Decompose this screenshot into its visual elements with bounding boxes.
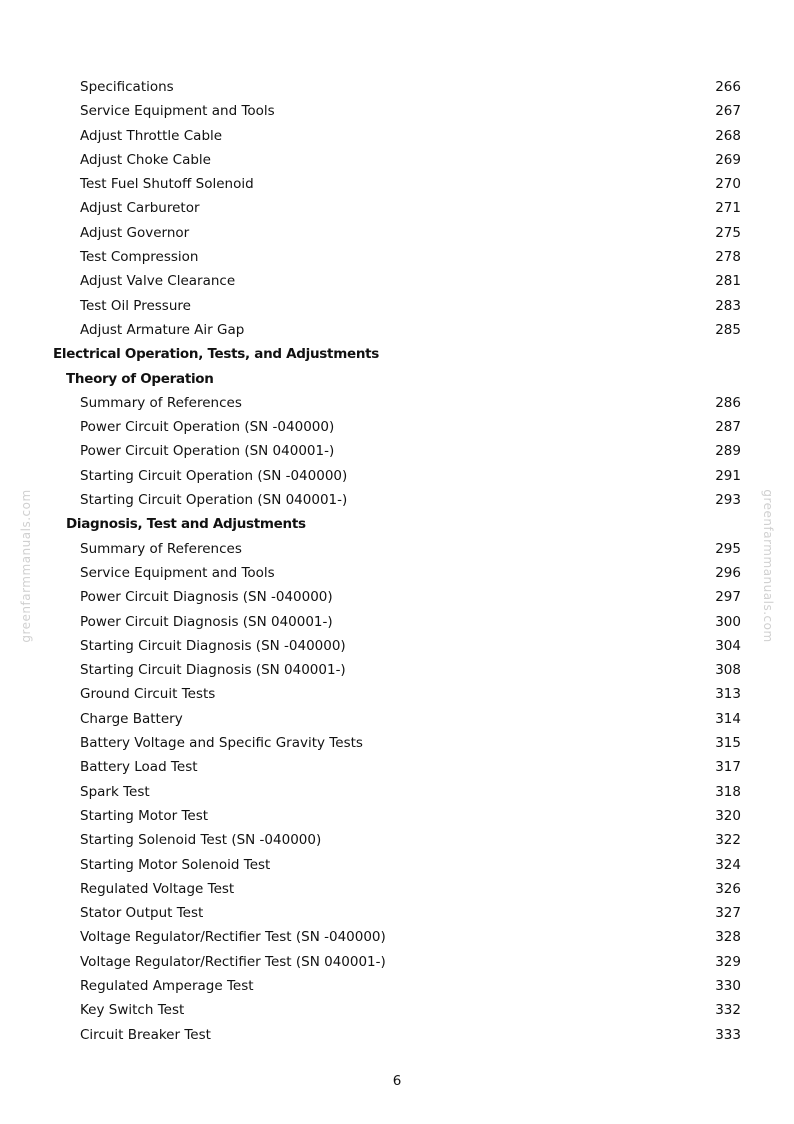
toc-entry-label: Summary of References <box>80 394 242 411</box>
toc-section-heading <box>0 342 794 366</box>
toc-entry-page-number: 289 <box>715 443 741 460</box>
toc-entry-label: Test Compression <box>80 249 199 266</box>
toc-section-heading <box>0 367 794 391</box>
toc-entry-label: Service Equipment and Tools <box>80 564 275 581</box>
toc-entry-page-number: 318 <box>715 783 741 800</box>
toc-entry-page-number: 320 <box>715 807 741 824</box>
toc-entry-page-number: 293 <box>715 492 741 509</box>
toc-entry-page-number: 327 <box>715 905 741 922</box>
toc-entry-page-number: 291 <box>715 467 741 484</box>
toc-entry[interactable] <box>0 294 794 318</box>
toc-entry[interactable] <box>0 1023 794 1047</box>
toc-entry-label: Starting Circuit Operation (SN 040001-) <box>80 492 348 509</box>
toc-entry[interactable] <box>0 148 794 172</box>
toc-entry-label: Adjust Governor <box>80 224 190 241</box>
toc-entry-label: Regulated Voltage Test <box>80 880 235 897</box>
toc-entry-label: Adjust Throttle Cable <box>80 127 223 144</box>
toc-entry-page-number: 268 <box>715 127 741 144</box>
toc-entry-label: Voltage Regulator/Rectifier Test (SN -040000) <box>80 929 386 946</box>
toc-entry-label: Voltage Regulator/Rectifier Test (SN 040001-) <box>80 953 386 970</box>
toc-entry-page-number: 304 <box>715 637 741 654</box>
toc-entry-label: Key Switch Test <box>80 1002 185 1019</box>
toc-entry-page-number: 317 <box>715 759 741 776</box>
toc-entry[interactable] <box>0 780 794 804</box>
toc-entry-page-number: 296 <box>715 564 741 581</box>
toc-entry[interactable] <box>0 950 794 974</box>
toc-entry[interactable] <box>0 537 794 561</box>
toc-entry-page-number: 269 <box>715 151 741 168</box>
toc-entry[interactable] <box>0 221 794 245</box>
toc-entry-label: Adjust Choke Cable <box>80 151 211 168</box>
toc-entry-page-number: 286 <box>715 394 741 411</box>
toc-entry-page-number: 283 <box>715 297 741 314</box>
toc-entry[interactable] <box>0 610 794 634</box>
toc-entry-label: Power Circuit Operation (SN -040000) <box>80 419 335 436</box>
toc-entry-page-number: 281 <box>715 273 741 290</box>
toc-entry[interactable] <box>0 124 794 148</box>
toc-entry[interactable] <box>0 828 794 852</box>
toc-entry-page-number: 324 <box>715 856 741 873</box>
toc-entry[interactable] <box>0 853 794 877</box>
toc-entry-label: Diagnosis, Test and Adjustments <box>66 516 306 533</box>
toc-entry-page-number: 300 <box>715 613 741 630</box>
watermark-right: greenfarmmanuals.com <box>761 489 775 643</box>
toc-entry-label: Charge Battery <box>80 710 183 727</box>
toc-entry[interactable] <box>0 755 794 779</box>
toc-entry[interactable] <box>0 488 794 512</box>
toc-entry-label: Starting Circuit Diagnosis (SN -040000) <box>80 637 346 654</box>
toc-entry[interactable] <box>0 318 794 342</box>
toc-entry-page-number: 266 <box>715 79 741 95</box>
toc-entry-label: Spark Test <box>80 783 150 800</box>
toc-entry[interactable] <box>0 925 794 949</box>
page-number: 6 <box>392 1073 402 1089</box>
toc-entry-page-number: 314 <box>715 710 741 727</box>
toc-entry[interactable] <box>0 245 794 269</box>
toc-entry[interactable] <box>0 974 794 998</box>
toc-entry-page-number: 267 <box>715 103 741 120</box>
toc-entry-page-number: 278 <box>715 249 741 266</box>
toc-entry-page-number: 297 <box>715 589 741 606</box>
toc-entry[interactable] <box>0 877 794 901</box>
toc-entry-label: Battery Load Test <box>80 759 198 776</box>
toc-entry-page-number: 287 <box>715 419 741 436</box>
toc-entry-page-number: 308 <box>715 662 741 679</box>
toc-entry[interactable] <box>0 804 794 828</box>
toc-entry-label: Adjust Valve Clearance <box>80 273 236 290</box>
toc-entry[interactable] <box>0 998 794 1022</box>
toc-entry-label: Starting Motor Solenoid Test <box>80 856 271 873</box>
toc-entry-label: Battery Voltage and Specific Gravity Tests <box>80 735 363 752</box>
toc-entry[interactable] <box>0 682 794 706</box>
toc-entry-page-number: 332 <box>715 1002 741 1019</box>
toc-entry-label: Power Circuit Diagnosis (SN -040000) <box>80 589 333 606</box>
toc-entry-label: Starting Solenoid Test (SN -040000) <box>80 832 322 849</box>
toc-entry-page-number: 322 <box>715 832 741 849</box>
table-of-contents <box>0 75 794 1047</box>
toc-entry-page-number: 315 <box>715 735 741 752</box>
toc-entry[interactable] <box>0 658 794 682</box>
toc-entry-page-number: 271 <box>715 200 741 217</box>
toc-entry-label: Power Circuit Operation (SN 040001-) <box>80 443 335 460</box>
toc-entry[interactable] <box>0 172 794 196</box>
toc-entry-label: Adjust Armature Air Gap <box>80 321 245 338</box>
toc-entry[interactable] <box>0 415 794 439</box>
toc-entry-label: Starting Circuit Diagnosis (SN 040001-) <box>80 662 346 679</box>
toc-entry-page-number: 295 <box>715 540 741 557</box>
toc-entry-label: Electrical Operation, Tests, and Adjustments <box>53 346 380 363</box>
toc-entry-label: Circuit Breaker Test <box>80 1026 211 1043</box>
toc-entry-label: Specifications <box>80 79 174 95</box>
toc-entry-page-number: 328 <box>715 929 741 946</box>
toc-entry-page-number: 333 <box>715 1026 741 1043</box>
toc-entry-label: Summary of References <box>80 540 242 557</box>
toc-section-heading <box>0 512 794 536</box>
toc-entry-label: Stator Output Test <box>80 905 204 922</box>
toc-entry-page-number: 329 <box>715 953 741 970</box>
toc-entry-page-number: 285 <box>715 321 741 338</box>
toc-entry[interactable] <box>0 634 794 658</box>
toc-entry[interactable] <box>0 439 794 463</box>
toc-entry[interactable] <box>0 901 794 925</box>
toc-entry[interactable] <box>0 269 794 293</box>
toc-entry-label: Regulated Amperage Test <box>80 977 254 994</box>
toc-entry-label: Test Fuel Shutoff Solenoid <box>80 176 254 193</box>
toc-entry-page-number: 275 <box>715 224 741 241</box>
toc-entry-label: Power Circuit Diagnosis (SN 040001-) <box>80 613 333 630</box>
toc-entry[interactable] <box>0 561 794 585</box>
toc-entry-label: Theory of Operation <box>66 370 214 387</box>
toc-entry-label: Adjust Carburetor <box>80 200 200 217</box>
toc-entry-label: Starting Circuit Operation (SN -040000) <box>80 467 348 484</box>
toc-entry-page-number: 313 <box>715 686 741 703</box>
toc-entry-label: Ground Circuit Tests <box>80 686 216 703</box>
watermark-left: greenfarmmanuals.com <box>19 489 33 643</box>
toc-entry-label: Test Oil Pressure <box>80 297 191 314</box>
toc-entry[interactable] <box>0 75 794 99</box>
toc-entry[interactable] <box>0 585 794 609</box>
toc-entry-label: Service Equipment and Tools <box>80 103 275 120</box>
toc-entry-label: Starting Motor Test <box>80 807 209 824</box>
toc-entry-page-number: 326 <box>715 880 741 897</box>
toc-entry[interactable] <box>0 707 794 731</box>
toc-entry[interactable] <box>0 731 794 755</box>
toc-entry[interactable] <box>0 464 794 488</box>
toc-entry-page-number: 330 <box>715 977 741 994</box>
toc-entry[interactable] <box>0 99 794 123</box>
toc-entry-page-number: 270 <box>715 176 741 193</box>
toc-entry[interactable] <box>0 196 794 220</box>
toc-entry[interactable] <box>0 391 794 415</box>
